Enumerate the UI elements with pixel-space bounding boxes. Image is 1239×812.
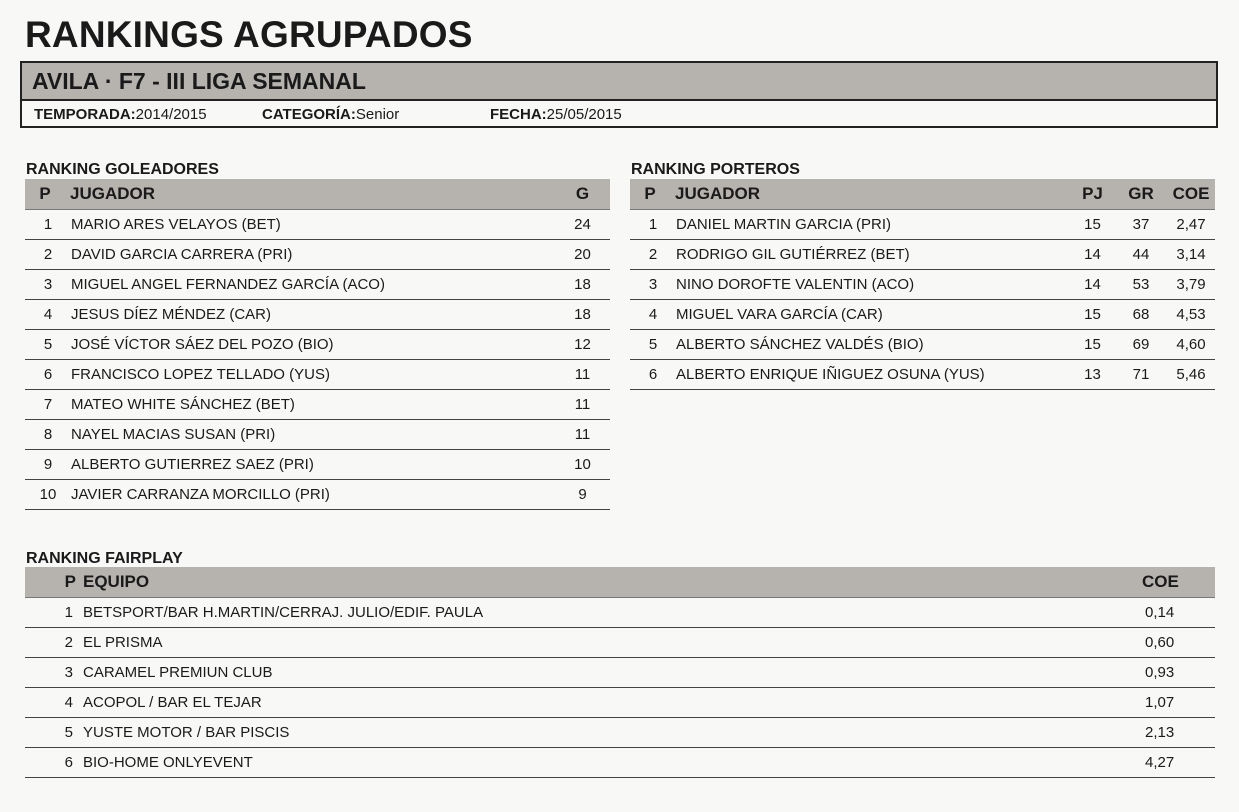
goalkeepers-header-row	[630, 179, 1215, 210]
table-row	[630, 360, 1215, 390]
goals-cell: 18	[555, 300, 610, 330]
position-cell: 8	[25, 420, 65, 450]
season-label: TEMPORADA:	[34, 106, 136, 123]
league-header-box	[20, 61, 1218, 128]
player-cell: NINO DOROFTE VALENTIN (ACO)	[670, 270, 1070, 300]
coefficient-cell: 2,13	[1125, 718, 1215, 748]
league-name: AVILA · F7 - III LIGA SEMANAL	[32, 68, 366, 94]
table-row	[25, 330, 610, 360]
position-cell: 4	[630, 300, 670, 330]
position-cell: 1	[25, 598, 78, 628]
player-cell: NAYEL MACIAS SUSAN (PRI)	[65, 420, 555, 450]
coefficient-cell: 3,79	[1167, 270, 1215, 300]
goals-cell: 11	[555, 420, 610, 450]
goals-header: G	[555, 179, 610, 210]
goals-against-cell: 71	[1115, 360, 1167, 390]
table-row	[25, 688, 1215, 718]
position-cell: 7	[25, 390, 65, 420]
played-cell: 14	[1070, 240, 1115, 270]
position-cell: 4	[25, 300, 65, 330]
position-cell: 6	[630, 360, 670, 390]
goals-against-header: GR	[1115, 179, 1167, 210]
goals-against-cell: 68	[1115, 300, 1167, 330]
table-row	[630, 300, 1215, 330]
position-cell: 2	[25, 628, 78, 658]
scorers-table	[25, 179, 610, 510]
table-row	[25, 628, 1215, 658]
goals-cell: 12	[555, 330, 610, 360]
position-cell: 5	[630, 330, 670, 360]
goals-cell: 10	[555, 450, 610, 480]
position-cell: 3	[630, 270, 670, 300]
coefficient-cell: 4,60	[1167, 330, 1215, 360]
played-cell: 15	[1070, 330, 1115, 360]
table-row	[25, 240, 610, 270]
team-cell: YUSTE MOTOR / BAR PISCIS	[78, 718, 1125, 748]
goalkeepers-table	[630, 179, 1215, 390]
position-cell: 6	[25, 360, 65, 390]
position-cell: 9	[25, 450, 65, 480]
played-header: PJ	[1070, 179, 1115, 210]
player-cell: MARIO ARES VELAYOS (BET)	[65, 210, 555, 240]
coefficient-cell: 2,47	[1167, 210, 1215, 240]
fairplay-header-row	[25, 567, 1215, 598]
table-row	[630, 270, 1215, 300]
player-cell: ALBERTO ENRIQUE IÑIGUEZ OSUNA (YUS)	[670, 360, 1070, 390]
table-row	[630, 240, 1215, 270]
goals-cell: 24	[555, 210, 610, 240]
coefficient-cell: 4,53	[1167, 300, 1215, 330]
season-info-row	[32, 106, 1206, 126]
position-header: P	[25, 179, 65, 210]
fairplay-section-title: RANKING FAIRPLAY	[26, 550, 183, 567]
coefficient-cell: 5,46	[1167, 360, 1215, 390]
table-row	[25, 210, 610, 240]
category-value: Senior	[355, 106, 400, 123]
date-label: FECHA:	[490, 106, 547, 123]
player-cell: ALBERTO SÁNCHEZ VALDÉS (BIO)	[670, 330, 1070, 360]
position-cell: 3	[25, 658, 78, 688]
player-cell: JESUS DÍEZ MÉNDEZ (CAR)	[65, 300, 555, 330]
player-cell: MIGUEL VARA GARCÍA (CAR)	[670, 300, 1070, 330]
player-cell: DANIEL MARTIN GARCIA (PRI)	[670, 210, 1070, 240]
played-cell: 14	[1070, 270, 1115, 300]
player-cell: DAVID GARCIA CARRERA (PRI)	[65, 240, 555, 270]
player-cell: JAVIER CARRANZA MORCILLO (PRI)	[65, 480, 555, 510]
category-label: CATEGORÍA:	[262, 106, 356, 123]
goals-against-cell: 53	[1115, 270, 1167, 300]
team-cell: BIO-HOME ONLYEVENT	[78, 748, 1125, 778]
played-cell: 15	[1070, 210, 1115, 240]
player-cell: FRANCISCO LOPEZ TELLADO (YUS)	[65, 360, 555, 390]
player-header: JUGADOR	[65, 179, 555, 210]
goals-cell: 11	[555, 390, 610, 420]
position-cell: 6	[25, 748, 78, 778]
date-value: 25/05/2015	[546, 106, 622, 123]
table-row	[25, 390, 610, 420]
table-row	[25, 360, 610, 390]
table-row	[25, 480, 610, 510]
page-title: RANKINGS AGRUPADOS	[25, 14, 473, 55]
table-row	[25, 300, 610, 330]
table-row	[25, 748, 1215, 778]
goals-against-cell: 44	[1115, 240, 1167, 270]
played-cell: 13	[1070, 360, 1115, 390]
goals-against-cell: 69	[1115, 330, 1167, 360]
position-cell: 5	[25, 330, 65, 360]
position-cell: 2	[630, 240, 670, 270]
goals-cell: 11	[555, 360, 610, 390]
coefficient-cell: 4,27	[1125, 748, 1215, 778]
coefficient-cell: 0,60	[1125, 628, 1215, 658]
coefficient-cell: 1,07	[1125, 688, 1215, 718]
scorers-section-title: RANKING GOLEADORES	[26, 161, 219, 178]
coefficient-cell: 0,93	[1125, 658, 1215, 688]
player-cell: JOSÉ VÍCTOR SÁEZ DEL POZO (BIO)	[65, 330, 555, 360]
goals-against-cell: 37	[1115, 210, 1167, 240]
goalkeepers-section-title: RANKING PORTEROS	[631, 161, 800, 178]
table-row	[25, 270, 610, 300]
position-cell: 5	[25, 718, 78, 748]
goals-cell: 20	[555, 240, 610, 270]
team-cell: CARAMEL PREMIUN CLUB	[78, 658, 1125, 688]
position-header: P	[25, 567, 78, 598]
coefficient-header: COE	[1167, 179, 1215, 210]
position-header: P	[630, 179, 670, 210]
coefficient-cell: 3,14	[1167, 240, 1215, 270]
goals-cell: 9	[555, 480, 610, 510]
coefficient-header: COE	[1125, 567, 1215, 598]
table-row	[25, 718, 1215, 748]
table-row	[25, 658, 1215, 688]
scorers-header-row	[25, 179, 610, 210]
position-cell: 3	[25, 270, 65, 300]
position-cell: 10	[25, 480, 65, 510]
position-cell: 4	[25, 688, 78, 718]
player-cell: ALBERTO GUTIERREZ SAEZ (PRI)	[65, 450, 555, 480]
position-cell: 1	[630, 210, 670, 240]
table-row	[25, 598, 1215, 628]
table-row	[25, 420, 610, 450]
played-cell: 15	[1070, 300, 1115, 330]
player-cell: MATEO WHITE SÁNCHEZ (BET)	[65, 390, 555, 420]
team-cell: ACOPOL / BAR EL TEJAR	[78, 688, 1125, 718]
table-row	[630, 210, 1215, 240]
category-info	[262, 106, 399, 123]
season-info	[34, 106, 207, 123]
player-cell: RODRIGO GIL GUTIÉRREZ (BET)	[670, 240, 1070, 270]
league-bar	[22, 63, 1216, 101]
fairplay-table	[25, 567, 1215, 778]
date-info	[490, 106, 622, 123]
team-cell: BETSPORT/BAR H.MARTIN/CERRAJ. JULIO/EDIF. PAULA	[78, 598, 1125, 628]
goals-cell: 18	[555, 270, 610, 300]
position-cell: 2	[25, 240, 65, 270]
season-value: 2014/2015	[135, 106, 207, 123]
position-cell: 1	[25, 210, 65, 240]
coefficient-cell: 0,14	[1125, 598, 1215, 628]
team-cell: EL PRISMA	[78, 628, 1125, 658]
table-row	[25, 450, 610, 480]
team-header: EQUIPO	[78, 567, 1125, 598]
player-header: JUGADOR	[670, 179, 1070, 210]
player-cell: MIGUEL ANGEL FERNANDEZ GARCÍA (ACO)	[65, 270, 555, 300]
table-row	[630, 330, 1215, 360]
